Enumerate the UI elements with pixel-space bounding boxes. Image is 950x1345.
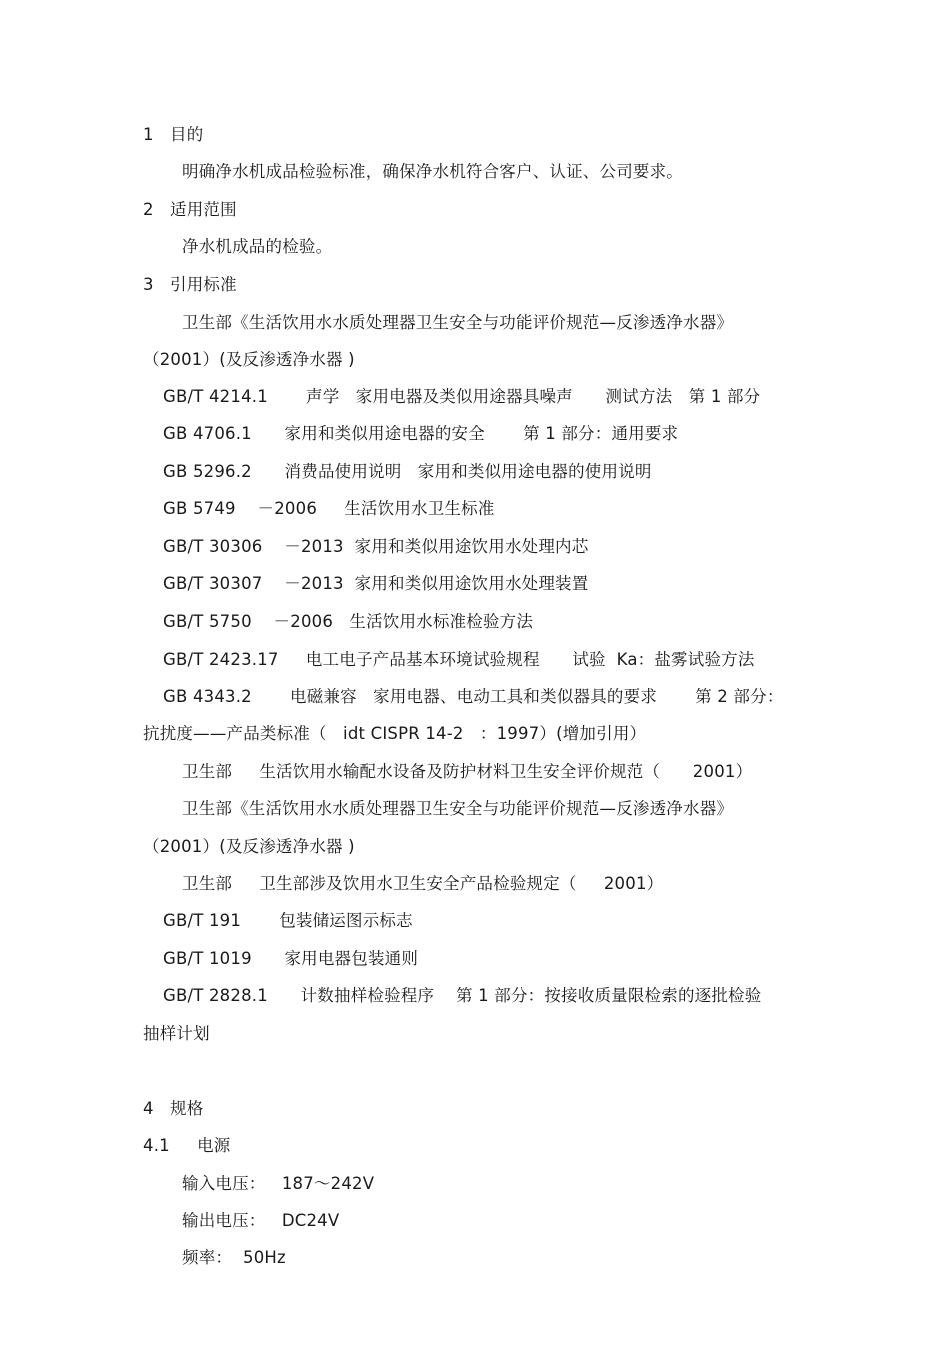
reference-line: 卫生部 生活饮用水输配水设备及防护材料卫生安全评价规范（ 2001） — [182, 762, 753, 781]
reference-line: GB 4343.2 电磁兼容 家用电器、电动工具和类似器具的要求 第 2 部分： — [163, 687, 784, 706]
section-2-heading: 2 适用范围 — [143, 200, 237, 219]
reference-line: GB/T 2828.1 计数抽样检验程序 第 1 部分：按接收质量限检索的逐批检验 — [163, 986, 762, 1005]
reference-line: 卫生部《生活饮用水水质处理器卫生安全与功能评价规范—反渗透净水器》 — [182, 313, 734, 332]
spec-input-voltage: 输入电压： 187～242V — [182, 1174, 375, 1193]
reference-line: GB/T 30307 －2013 家用和类似用途饮用水处理装置 — [163, 574, 589, 593]
section-2-body: 净水机成品的检验。 — [182, 237, 333, 256]
section-4-1-heading: 4.1 电源 — [143, 1136, 231, 1155]
section-1-heading: 1 目的 — [143, 125, 204, 144]
reference-line: GB/T 1019 家用电器包装通则 — [163, 949, 419, 968]
section-3-heading: 3 引用标准 — [143, 275, 237, 294]
reference-line: （2001）(及反渗透净水器 ) — [143, 350, 355, 369]
reference-line: 抗扰度——产品类标准（ idt CISPR 14-2 ：1997）(增加引用） — [143, 724, 647, 743]
reference-line: （2001）(及反渗透净水器 ) — [143, 837, 355, 856]
reference-line: GB 4706.1 家用和类似用途电器的安全 第 1 部分：通用要求 — [163, 424, 679, 443]
reference-line: GB/T 30306 －2013 家用和类似用途饮用水处理内芯 — [163, 537, 589, 556]
reference-line: 卫生部 卫生部涉及饮用水卫生安全产品检验规定（ 2001） — [182, 874, 664, 893]
reference-line: GB 5296.2 消费品使用说明 家用和类似用途电器的使用说明 — [163, 462, 652, 481]
reference-line: GB/T 2423.17 电工电子产品基本环境试验规程 试验 Ka：盐雾试验方法 — [163, 650, 755, 669]
reference-line: GB 5749 －2006 生活饮用水卫生标准 — [163, 499, 495, 518]
reference-line: 卫生部《生活饮用水水质处理器卫生安全与功能评价规范—反渗透净水器》 — [182, 799, 734, 818]
reference-line: GB/T 191 包装储运图示标志 — [163, 911, 413, 930]
reference-line: GB/T 4214.1 声学 家用电器及类似用途器具噪声 测试方法 第 1 部分 — [163, 387, 761, 406]
section-4-heading: 4 规格 — [143, 1099, 204, 1118]
section-1-body: 明确净水机成品检验标准，确保净水机符合客户、认证、公司要求。 — [182, 162, 683, 181]
spec-frequency: 频率： 50Hz — [182, 1248, 286, 1267]
reference-line: 抽样计划 — [143, 1024, 210, 1043]
spec-output-voltage: 输出电压： DC24V — [182, 1211, 340, 1230]
reference-line: GB/T 5750 －2006 生活饮用水标准检验方法 — [163, 612, 534, 631]
